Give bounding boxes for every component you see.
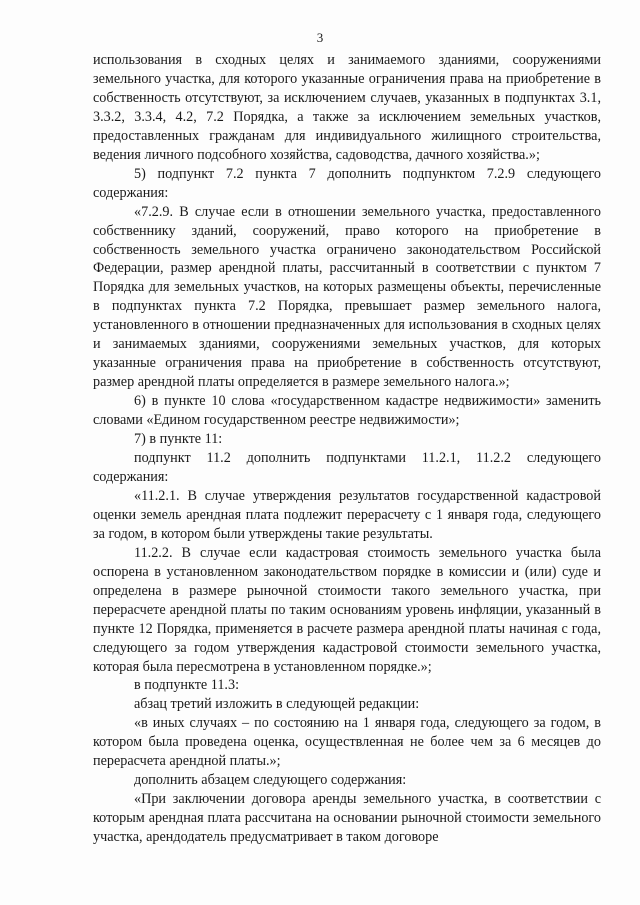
paragraph-continuation: использования в сходных целях и занимаемого зданиями, сооружениями земельного участка, для которого указанные ограничения права на приобретение в собственность отсутствуют, за исключением случаев, указанных в подпунктах 3.1, 3.3.2, 3.3.4, 4.2, 7.2 Порядка, а также за исключением земельных участков, предоставленных гражданам для индивидуального жилищного строительства, ведения личного подсобного хозяйства, садоводства, дачного хозяйства.»; <box>93 52 601 163</box>
paragraph-quote-contract: «При заключении договора аренды земельного участка, в соответствии с которым арендная плата рассчитана на основании рыночной стоимости земельного участка, арендодатель предусматривает в таком договоре <box>93 791 601 846</box>
paragraph-subitem-11-3: в подпункте 11.3: <box>134 677 240 694</box>
paragraph-add-abzac: дополнить абзацем следующего содержания: <box>134 772 407 789</box>
paragraph-quote-7-2-9: «7.2.9. В случае если в отношении земельного участка, предоставленного собственнику зданий, сооружений, право которого на приобретение в собственность земельного участка ограничено законодательством Российской Федерации, размер арендной платы, рассчитанный в соответствии с пунктом 7 Порядка для земельных участков, на которых размещены объекты, перечисленные в подпунктах пункта 7.2 Порядка, превышает размер земельного налога, установленного в отношении предназначенных для использования в сходных целях и занимаемых зданиями, сооружениями земельных участков, для которых указанные ограничения права на приобретение в собственность отсутствуют, размер арендной платы определяется в размере земельного налога.»; <box>93 203 601 391</box>
paragraph-quote-11-2-1: «11.2.1. В случае утверждения результатов государственной кадастровой оценки земель арендная плата подлежит перерасчету с 1 января года, следующего за годом, в котором были утверждены такие результаты. <box>93 487 601 542</box>
paragraph-item-7: 7) в пункте 11: <box>134 431 223 448</box>
paragraph-quote-other-cases: «в иных случаях – по состоянию на 1 января года, следующего за годом, в котором была проведена оценка, осуществленная не более чем за 6 месяцев до перерасчета арендной платы.»; <box>93 715 601 770</box>
document-body <box>93 51 601 847</box>
paragraph-11-2-2: 11.2.2. В случае если кадастровая стоимость земельного участка была оспорена в установленном законодательством порядке в комиссии и (или) суде и определена в размере рыночной стоимости такого земельного участка, при перерасчете арендной платы по таким основаниям уровень инфляции, указанный в пункте 12 Порядка, применяется в расчете размера арендной платы начиная с года, следующего за годом утверждения кадастровой стоимости земельного участка, которая была пересмотрена в установленном порядке.»; <box>93 544 601 675</box>
paragraph-item-5: 5) подпункт 7.2 пункта 7 дополнить подпунктом 7.2.9 следующего содержания: <box>93 165 601 201</box>
page-number: 3 <box>316 30 324 45</box>
paragraph-subitem-11-2: подпункт 11.2 дополнить подпунктами 11.2.1, 11.2.2 следующего содержания: <box>93 450 601 485</box>
paragraph-third-abzac: абзац третий изложить в следующей редакции: <box>134 696 420 713</box>
paragraph-item-6: 6) в пункте 10 слова «государственном кадастре недвижимости» заменить словами «Едином государственном реестре недвижимости»; <box>93 393 601 429</box>
